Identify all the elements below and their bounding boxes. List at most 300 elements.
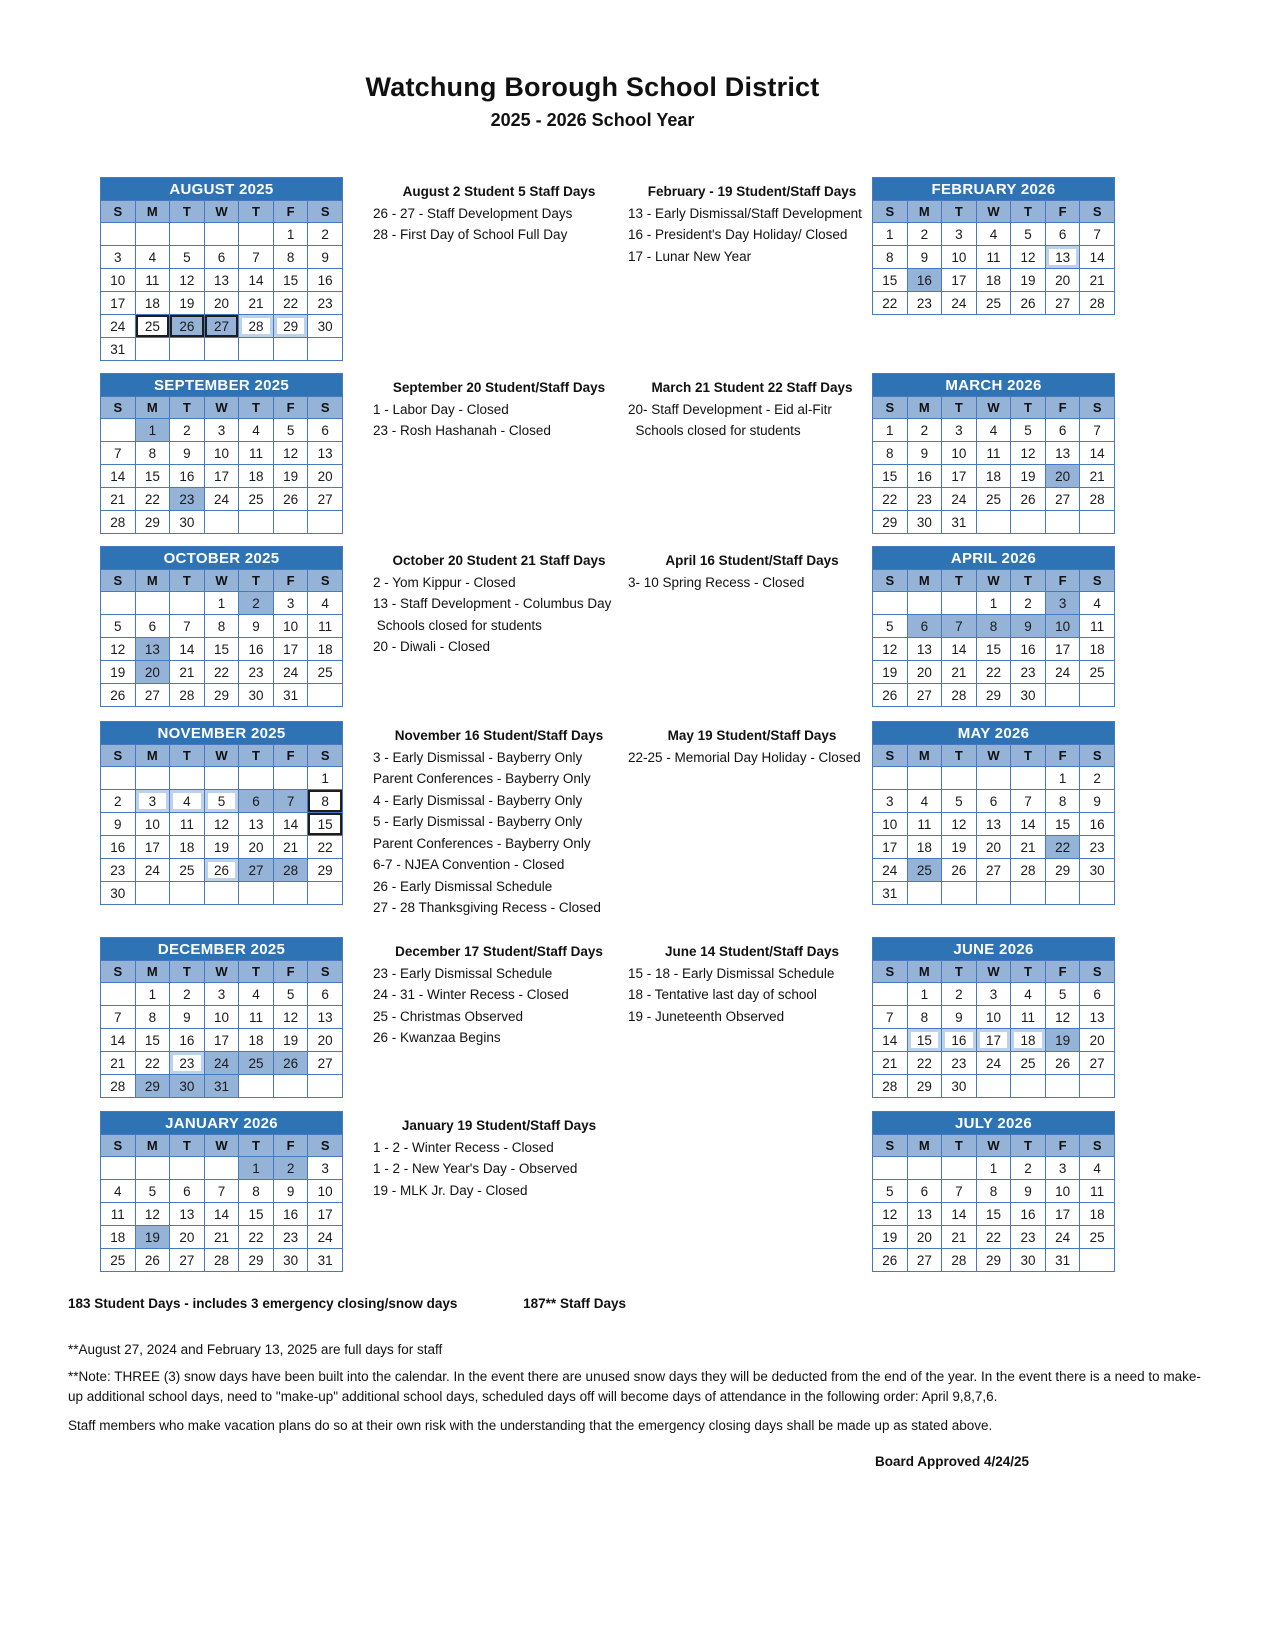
note-line: 1 - Labor Day - Closed xyxy=(373,401,509,417)
calendar-empty-cell xyxy=(308,1075,343,1098)
calendar-day-cell: 26 xyxy=(273,488,308,511)
calendar-empty-cell xyxy=(873,767,908,790)
calendar-empty-cell xyxy=(1080,882,1115,905)
calendar-week-row xyxy=(101,1075,343,1098)
calendar-week-row xyxy=(873,269,1115,292)
note-line: 16 - President's Day Holiday/ Closed xyxy=(628,227,848,242)
calendar-day-cell: 28 xyxy=(170,684,205,707)
day-of-week-header: W xyxy=(204,397,239,419)
calendar-day-cell: 25 xyxy=(239,488,274,511)
calendar-week-row xyxy=(101,338,343,361)
day-of-week-header: S xyxy=(101,201,136,223)
note-line: 19 - MLK Jr. Day - Closed xyxy=(373,1182,528,1198)
calendar-day-cell: 18 xyxy=(239,1029,274,1052)
calendar-day-cell: 27 xyxy=(135,684,170,707)
calendar-day-cell: 21 xyxy=(1080,465,1115,488)
calendar-day-cell: 28 xyxy=(101,511,136,534)
calendar-day-cell: 26 xyxy=(1045,1052,1080,1075)
calendar-day-cell: 27 xyxy=(907,684,942,707)
calendar-day-cell: 12 xyxy=(170,269,205,292)
calendar-day-cell: 16 xyxy=(907,269,942,292)
calendar-day-cell: 21 xyxy=(273,836,308,859)
day-of-week-header: F xyxy=(1045,1135,1080,1157)
calendar-day-cell: 29 xyxy=(135,511,170,534)
calendar-day-cell: 20 xyxy=(204,292,239,315)
calendar-day-cell: 27 xyxy=(204,315,239,338)
calendar-day-cell: 5 xyxy=(204,790,239,813)
calendar-day-cell: 23 xyxy=(170,488,205,511)
calendar-day-cell: 3 xyxy=(204,983,239,1006)
note-line: 13 - Early Dismissal/Staff Development xyxy=(628,205,862,221)
calendar-day-cell: 5 xyxy=(1045,983,1080,1006)
day-of-week-header: F xyxy=(1045,397,1080,419)
calendar-day-cell: 16 xyxy=(1080,813,1115,836)
day-of-week-header: S xyxy=(101,570,136,592)
calendar-day-cell: 16 xyxy=(942,1029,977,1052)
day-of-week-header: T xyxy=(942,397,977,419)
day-of-week-header: T xyxy=(1011,961,1046,983)
calendar-day-cell: 27 xyxy=(170,1249,205,1272)
calendar-day-cell: 20 xyxy=(1045,269,1080,292)
calendar-day-cell: 14 xyxy=(239,269,274,292)
calendar-day-cell: 20 xyxy=(907,1226,942,1249)
calendar-day-cell: 9 xyxy=(1011,615,1046,638)
calendar-day-cell: 12 xyxy=(1045,1006,1080,1029)
day-of-week-header: F xyxy=(1045,570,1080,592)
calendar-day-cell: 8 xyxy=(1045,790,1080,813)
calendar-week-row xyxy=(873,1203,1115,1226)
calendar-day-cell: 9 xyxy=(170,442,205,465)
calendar-day-cell: 26 xyxy=(101,684,136,707)
calendar-day-cell: 20 xyxy=(907,661,942,684)
calendar-day-cell: 26 xyxy=(1011,292,1046,315)
calendar-week-row xyxy=(873,813,1115,836)
calendar-day-cell: 22 xyxy=(135,1052,170,1075)
page-title: Watchung Borough School District xyxy=(365,72,820,102)
calendar-day-cell: 6 xyxy=(1045,223,1080,246)
calendar-day-cell: 11 xyxy=(170,813,205,836)
calendar-day-cell: 17 xyxy=(101,292,136,315)
calendar-day-cell: 17 xyxy=(942,465,977,488)
calendar-day-cell: 2 xyxy=(1011,1157,1046,1180)
month-notes xyxy=(373,377,625,442)
calendar-day-cell: 13 xyxy=(204,269,239,292)
day-of-week-header: F xyxy=(1045,745,1080,767)
month-calendar-table xyxy=(100,546,343,707)
calendar-day-cell: 8 xyxy=(873,442,908,465)
calendar-day-cell: 16 xyxy=(308,269,343,292)
day-of-week-header: T xyxy=(170,745,205,767)
day-of-week-header: W xyxy=(976,1135,1011,1157)
calendar-day-cell: 27 xyxy=(907,1249,942,1272)
note-line: 19 - Juneteenth Observed xyxy=(628,1008,785,1024)
calendar-day-cell: 21 xyxy=(942,1226,977,1249)
calendar-day-cell: 3 xyxy=(101,246,136,269)
calendar-empty-cell xyxy=(1045,882,1080,905)
calendar-day-cell: 30 xyxy=(1080,859,1115,882)
calendar-week-row xyxy=(101,813,343,836)
calendar-day-cell: 15 xyxy=(204,638,239,661)
calendar-week-row xyxy=(101,1052,343,1075)
calendar-day-cell: 10 xyxy=(976,1006,1011,1029)
calendar-day-cell: 11 xyxy=(907,813,942,836)
calendar-day-cell: 20 xyxy=(135,661,170,684)
month-calendar-table xyxy=(872,1111,1115,1272)
calendar-empty-cell xyxy=(101,1157,136,1180)
calendar-day-cell: 18 xyxy=(976,465,1011,488)
day-of-week-header: T xyxy=(1011,1135,1046,1157)
calendar-day-cell: 2 xyxy=(170,419,205,442)
calendar-day-cell: 18 xyxy=(308,638,343,661)
calendar-empty-cell xyxy=(1011,1075,1046,1098)
calendar-day-cell: 6 xyxy=(1080,983,1115,1006)
calendar-day-cell: 7 xyxy=(239,246,274,269)
month-calendar-table xyxy=(100,373,343,534)
day-of-week-header: W xyxy=(204,201,239,223)
calendar-empty-cell xyxy=(907,767,942,790)
calendar-day-cell: 7 xyxy=(1080,223,1115,246)
calendar-day-cell: 12 xyxy=(101,638,136,661)
day-of-week-header: T xyxy=(942,961,977,983)
calendar-day-cell: 14 xyxy=(1080,442,1115,465)
calendar-day-cell: 18 xyxy=(976,269,1011,292)
calendar-day-cell: 8 xyxy=(873,246,908,269)
calendar-day-cell: 5 xyxy=(942,790,977,813)
calendar-day-cell: 8 xyxy=(907,1006,942,1029)
calendar-day-cell: 26 xyxy=(873,684,908,707)
month-notes-title: June 14 Student/Staff Days xyxy=(664,944,840,959)
calendar-day-cell: 2 xyxy=(1011,592,1046,615)
calendar-day-cell: 16 xyxy=(1011,638,1046,661)
calendar-day-cell: 31 xyxy=(273,684,308,707)
calendar-day-cell: 10 xyxy=(942,442,977,465)
calendar-day-cell: 23 xyxy=(1080,836,1115,859)
month-notes xyxy=(373,725,625,919)
calendar-day-cell: 9 xyxy=(170,1006,205,1029)
calendar-day-cell: 29 xyxy=(1045,859,1080,882)
calendar-day-cell: 23 xyxy=(308,292,343,315)
calendar-day-cell: 21 xyxy=(239,292,274,315)
calendar-day-cell: 3 xyxy=(942,419,977,442)
calendar-day-cell: 3 xyxy=(1045,1157,1080,1180)
day-of-week-header: F xyxy=(273,570,308,592)
calendar-empty-cell xyxy=(308,511,343,534)
calendar-week-row xyxy=(101,511,343,534)
calendar-day-cell: 17 xyxy=(273,638,308,661)
calendar-empty-cell xyxy=(308,338,343,361)
month-calendar xyxy=(872,177,1115,315)
calendar-day-cell: 1 xyxy=(907,983,942,1006)
calendar-day-cell: 1 xyxy=(873,223,908,246)
calendar-day-cell: 13 xyxy=(239,813,274,836)
calendar-day-cell: 28 xyxy=(239,315,274,338)
calendar-day-cell: 24 xyxy=(1045,661,1080,684)
calendar-day-cell: 27 xyxy=(1045,292,1080,315)
calendar-week-row xyxy=(873,246,1115,269)
calendar-day-cell: 8 xyxy=(239,1180,274,1203)
calendar-empty-cell xyxy=(204,767,239,790)
note-line: 20- Staff Development - Eid al-Fitr xyxy=(628,401,832,417)
calendar-day-cell: 25 xyxy=(239,1052,274,1075)
note-line: Schools closed for students xyxy=(628,423,801,438)
calendar-week-row xyxy=(873,1180,1115,1203)
month-title: JULY 2026 xyxy=(873,1112,1115,1135)
calendar-day-cell: 16 xyxy=(1011,1203,1046,1226)
calendar-day-cell: 2 xyxy=(239,592,274,615)
calendar-day-cell: 26 xyxy=(942,859,977,882)
calendar-empty-cell xyxy=(308,882,343,905)
calendar-day-cell: 15 xyxy=(135,465,170,488)
calendar-empty-cell xyxy=(1080,1075,1115,1098)
calendar-day-cell: 22 xyxy=(873,292,908,315)
month-calendar-table xyxy=(872,546,1115,707)
page-header xyxy=(0,72,1185,131)
calendar-empty-cell xyxy=(273,767,308,790)
day-of-week-header: W xyxy=(976,745,1011,767)
calendar-week-row xyxy=(873,465,1115,488)
calendar-empty-cell xyxy=(273,338,308,361)
calendar-day-cell: 29 xyxy=(204,684,239,707)
calendar-day-cell: 26 xyxy=(873,1249,908,1272)
calendar-empty-cell xyxy=(907,592,942,615)
month-calendar xyxy=(100,546,343,707)
day-of-week-header: T xyxy=(170,570,205,592)
calendar-day-cell: 31 xyxy=(308,1249,343,1272)
calendar-week-row xyxy=(873,1052,1115,1075)
calendar-week-row xyxy=(101,983,343,1006)
calendar-day-cell: 23 xyxy=(273,1226,308,1249)
calendar-empty-cell xyxy=(204,223,239,246)
calendar-week-row xyxy=(873,684,1115,707)
calendar-day-cell: 12 xyxy=(273,442,308,465)
calendar-week-row xyxy=(101,882,343,905)
calendar-day-cell: 24 xyxy=(273,661,308,684)
calendar-day-cell: 19 xyxy=(135,1226,170,1249)
month-notes-title: December 17 Student/Staff Days xyxy=(395,944,603,959)
month-title: OCTOBER 2025 xyxy=(101,547,343,570)
calendar-day-cell: 30 xyxy=(170,1075,205,1098)
day-of-week-header: S xyxy=(1080,961,1115,983)
calendar-day-cell: 25 xyxy=(308,661,343,684)
calendar-week-row xyxy=(101,315,343,338)
calendar-day-cell: 24 xyxy=(942,292,977,315)
calendar-day-cell: 19 xyxy=(873,661,908,684)
calendar-day-cell: 8 xyxy=(308,790,343,813)
day-of-week-header: F xyxy=(1045,961,1080,983)
calendar-empty-cell xyxy=(135,882,170,905)
calendar-week-row xyxy=(873,419,1115,442)
calendar-week-row xyxy=(873,1029,1115,1052)
calendar-day-cell: 24 xyxy=(873,859,908,882)
calendar-day-cell: 20 xyxy=(239,836,274,859)
calendar-day-cell: 15 xyxy=(873,465,908,488)
month-notes-title: November 16 Student/Staff Days xyxy=(394,728,604,743)
calendar-empty-cell xyxy=(204,882,239,905)
calendar-day-cell: 1 xyxy=(976,1157,1011,1180)
calendar-week-row xyxy=(101,859,343,882)
day-of-week-header: S xyxy=(1080,570,1115,592)
note-line: 2 - Yom Kippur - Closed xyxy=(373,574,516,590)
calendar-week-row xyxy=(873,511,1115,534)
calendar-day-cell: 24 xyxy=(1045,1226,1080,1249)
calendar-empty-cell xyxy=(170,592,205,615)
calendar-day-cell: 4 xyxy=(1011,983,1046,1006)
calendar-day-cell: 18 xyxy=(101,1226,136,1249)
calendar-day-cell: 6 xyxy=(1045,419,1080,442)
calendar-day-cell: 25 xyxy=(1080,661,1115,684)
calendar-day-cell: 10 xyxy=(1045,1180,1080,1203)
day-of-week-header: M xyxy=(907,1135,942,1157)
calendar-empty-cell xyxy=(942,1157,977,1180)
calendar-day-cell: 20 xyxy=(976,836,1011,859)
calendar-day-cell: 1 xyxy=(308,767,343,790)
calendar-day-cell: 22 xyxy=(135,488,170,511)
calendar-day-cell: 12 xyxy=(1011,246,1046,269)
day-of-week-header: S xyxy=(873,201,908,223)
calendar-day-cell: 7 xyxy=(204,1180,239,1203)
calendar-day-cell: 20 xyxy=(308,465,343,488)
month-calendar-table xyxy=(100,721,343,905)
note-line: 17 - Lunar New Year xyxy=(628,248,752,264)
calendar-empty-cell xyxy=(1045,511,1080,534)
note-line: 23 - Rosh Hashanah - Closed xyxy=(373,423,551,438)
calendar-week-row xyxy=(101,246,343,269)
month-title: DECEMBER 2025 xyxy=(101,938,343,961)
month-calendar-table xyxy=(100,937,343,1098)
calendar-day-cell: 21 xyxy=(101,1052,136,1075)
month-notes-title: March 21 Student 22 Staff Days xyxy=(651,380,853,395)
calendar-day-cell: 17 xyxy=(976,1029,1011,1052)
calendar-day-cell: 17 xyxy=(308,1203,343,1226)
day-of-week-header: T xyxy=(239,201,274,223)
calendar-empty-cell xyxy=(1080,684,1115,707)
calendar-day-cell: 14 xyxy=(942,1203,977,1226)
calendar-day-cell: 23 xyxy=(907,488,942,511)
calendar-day-cell: 23 xyxy=(942,1052,977,1075)
month-notes xyxy=(628,181,876,267)
month-notes xyxy=(373,1115,625,1201)
calendar-day-cell: 21 xyxy=(204,1226,239,1249)
month-calendar xyxy=(100,937,343,1098)
calendar-day-cell: 22 xyxy=(907,1052,942,1075)
calendar-day-cell: 3 xyxy=(273,592,308,615)
day-of-week-header: S xyxy=(101,961,136,983)
calendar-day-cell: 4 xyxy=(907,790,942,813)
day-of-week-header: F xyxy=(273,1135,308,1157)
note-line: 1 - 2 - Winter Recess - Closed xyxy=(373,1139,554,1155)
day-of-week-header: S xyxy=(101,745,136,767)
calendar-day-cell: 15 xyxy=(873,269,908,292)
calendar-day-cell: 6 xyxy=(976,790,1011,813)
calendar-empty-cell xyxy=(170,338,205,361)
calendar-day-cell: 12 xyxy=(873,638,908,661)
calendar-day-cell: 10 xyxy=(101,269,136,292)
day-of-week-header: T xyxy=(1011,570,1046,592)
calendar-day-cell: 19 xyxy=(1011,465,1046,488)
day-of-week-header: T xyxy=(1011,201,1046,223)
calendar-day-cell: 19 xyxy=(273,1029,308,1052)
calendar-day-cell: 27 xyxy=(239,859,274,882)
calendar-week-row xyxy=(873,1006,1115,1029)
note-line: 23 - Early Dismissal Schedule xyxy=(373,965,553,981)
day-of-week-header: T xyxy=(942,570,977,592)
calendar-day-cell: 23 xyxy=(1011,1226,1046,1249)
calendar-day-cell: 3 xyxy=(942,223,977,246)
calendar-week-row xyxy=(873,615,1115,638)
month-title: AUGUST 2025 xyxy=(101,178,343,201)
day-of-week-header: S xyxy=(101,1135,136,1157)
calendar-day-cell: 3 xyxy=(204,419,239,442)
note-line: 3 - Early Dismissal - Bayberry Only xyxy=(373,749,583,765)
day-of-week-header: W xyxy=(204,745,239,767)
calendar-day-cell: 14 xyxy=(873,1029,908,1052)
calendar-day-cell: 26 xyxy=(204,859,239,882)
calendar-day-cell: 1 xyxy=(239,1157,274,1180)
calendar-day-cell: 28 xyxy=(101,1075,136,1098)
calendar-day-cell: 28 xyxy=(1080,488,1115,511)
calendar-day-cell: 9 xyxy=(942,1006,977,1029)
calendar-day-cell: 18 xyxy=(135,292,170,315)
calendar-empty-cell xyxy=(273,1075,308,1098)
month-notes-title: August 2 Student 5 Staff Days xyxy=(402,184,596,199)
calendar-day-cell: 6 xyxy=(907,615,942,638)
calendar-day-cell: 24 xyxy=(942,488,977,511)
calendar-day-cell: 7 xyxy=(942,615,977,638)
note-line: 4 - Early Dismissal - Bayberry Only xyxy=(373,792,583,808)
calendar-day-cell: 11 xyxy=(976,442,1011,465)
calendar-day-cell: 18 xyxy=(1011,1029,1046,1052)
calendar-day-cell: 10 xyxy=(308,1180,343,1203)
calendar-day-cell: 12 xyxy=(873,1203,908,1226)
day-of-week-header: S xyxy=(308,961,343,983)
calendar-empty-cell xyxy=(239,1075,274,1098)
calendar-day-cell: 11 xyxy=(1080,615,1115,638)
calendar-week-row xyxy=(873,592,1115,615)
calendar-empty-cell xyxy=(239,882,274,905)
calendar-week-row xyxy=(101,419,343,442)
note-line: 15 - 18 - Early Dismissal Schedule xyxy=(628,965,835,981)
note-line: 27 - 28 Thanksgiving Recess - Closed xyxy=(373,900,601,915)
calendar-empty-cell xyxy=(101,419,136,442)
day-of-week-header: W xyxy=(976,201,1011,223)
calendar-day-cell: 29 xyxy=(135,1075,170,1098)
day-of-week-header: T xyxy=(239,1135,274,1157)
calendar-day-cell: 25 xyxy=(976,292,1011,315)
month-calendar xyxy=(872,937,1115,1098)
calendar-empty-cell xyxy=(1045,684,1080,707)
day-of-week-header: F xyxy=(273,397,308,419)
calendar-day-cell: 28 xyxy=(1080,292,1115,315)
calendar-day-cell: 6 xyxy=(135,615,170,638)
calendar-day-cell: 31 xyxy=(204,1075,239,1098)
calendar-day-cell: 22 xyxy=(308,836,343,859)
calendar-day-cell: 26 xyxy=(273,1052,308,1075)
day-of-week-header: S xyxy=(873,1135,908,1157)
note-line: 3- 10 Spring Recess - Closed xyxy=(628,574,805,590)
calendar-day-cell: 22 xyxy=(873,488,908,511)
footer-notes xyxy=(68,1294,1213,1471)
note-line: Parent Conferences - Bayberry Only xyxy=(373,771,591,786)
calendar-empty-cell xyxy=(204,338,239,361)
calendar-day-cell: 15 xyxy=(273,269,308,292)
day-of-week-header: T xyxy=(942,1135,977,1157)
calendar-day-cell: 7 xyxy=(942,1180,977,1203)
calendar-empty-cell xyxy=(135,338,170,361)
calendar-week-row xyxy=(101,592,343,615)
calendar-day-cell: 17 xyxy=(1045,638,1080,661)
day-of-week-header: S xyxy=(308,397,343,419)
calendar-day-cell: 15 xyxy=(135,1029,170,1052)
